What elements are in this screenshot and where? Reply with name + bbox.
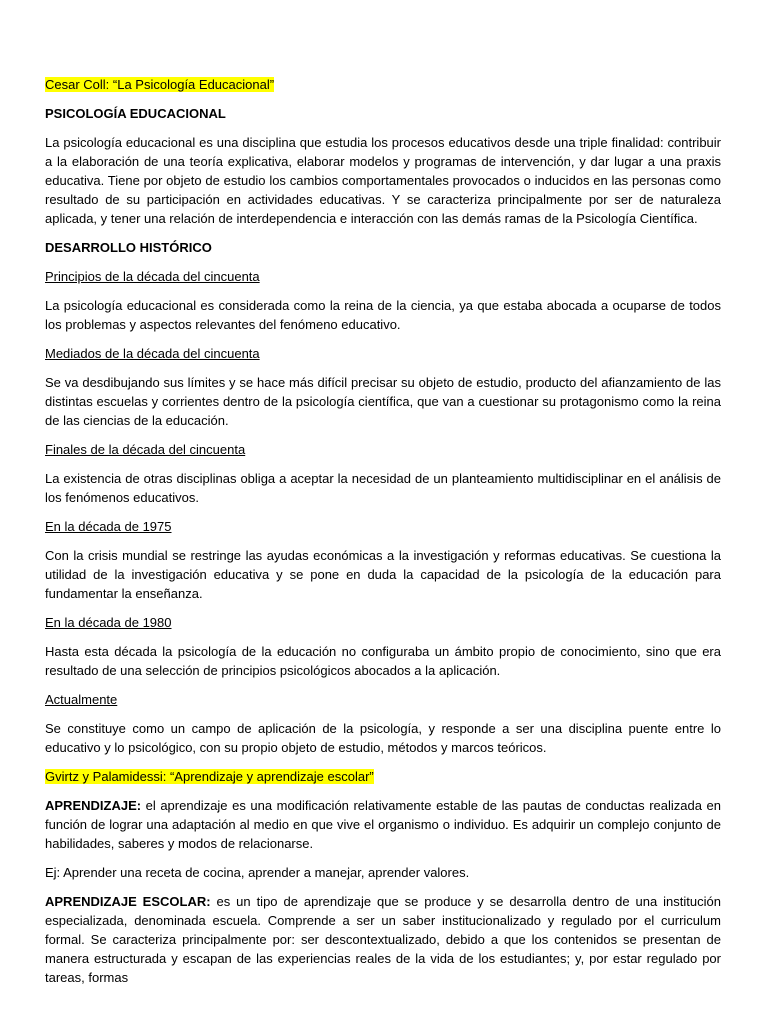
definition-aprendizaje-escolar: es un tipo de aprendizaje que se produce y se desarrolla dentro de una institución especializada, denominada escuela. Comprende a ser un saber institucionalizado y regulado por el curriculum formal. Se caracteriza principalmente por: ser descontextualizado, debido a que los contenidos se presentan de manera estructurada y escapan de las experiencias reales de la vida de los estudiantes; y, por estar regulado por tareas, formas: [45, 894, 721, 985]
paragraph-aprendizaje: [45, 796, 721, 853]
definition-aprendizaje: el aprendizaje es una modificación relativamente estable de las pautas de conductas realizada en función de lograr una adaptación al medio en que vive el organismo o individuo. Es adquirir un complejo conjunto de habilidades, saberes y modos de relacionarse.: [45, 798, 721, 851]
paragraph-1975: Con la crisis mundial se restringe las ayudas económicas a la investigación y reformas educativas. Se cuestiona la utilidad de la investigación educativa y se pone en duda la capacidad de la psicología de la educación para fundamentar la enseñanza.: [45, 548, 721, 601]
subheading-finales: Finales de la década del cincuenta: [45, 442, 246, 457]
paragraph-aprendizaje-escolar: [45, 892, 721, 987]
paragraph-ejemplo: Ej: Aprender una receta de cocina, aprender a manejar, aprender valores.: [45, 865, 470, 880]
heading-desarrollo-historico: DESARROLLO HISTÓRICO: [45, 240, 212, 255]
heading-psicologia-educacional: PSICOLOGÍA EDUCACIONAL: [45, 106, 226, 121]
highlighted-title: Cesar Coll: “La Psicología Educacional”: [45, 77, 275, 92]
paragraph-principios: La psicología educacional es considerada como la reina de la ciencia, ya que estaba abocada a ocuparse de todos los problemas y aspectos relevantes del fenómeno educativo.: [45, 298, 721, 332]
paragraph-actualmente: Se constituye como un campo de aplicación de la psicología, y responde a ser una disciplina puente entre lo educativo y lo psicológico, con su propio objeto de estudio, métodos y marcos teóricos.: [45, 721, 721, 755]
subheading-1980: En la década de 1980: [45, 615, 172, 630]
subheading-principios: Principios de la década del cincuenta: [45, 269, 260, 284]
paragraph-mediados: Se va desdibujando sus límites y se hace más difícil precisar su objeto de estudio, producto del afianzamiento de las distintas escuelas y corrientes dentro de la psicología científica, que van a cuestionar su protagonismo como la reina de las ciencias de la educación.: [45, 375, 721, 428]
subheading-mediados: Mediados de la década del cincuenta: [45, 346, 260, 361]
paragraph-psicologia: La psicología educacional es una disciplina que estudia los procesos educativos desde una triple finalidad: contribuir a la elaboración de una teoría explicativa, elaborar modelos y programas de intervención, y dar lugar a una praxis educativa. Tiene por objeto de estudio los cambios comportamentales provocados o inducidos en las personas como resultado de su participación en actividades educativas. Y se caracteriza principalmente por ser de naturaleza aplicada, y tener una relación de interdependencia e interacción con las demás ramas de la Psicología Científica.: [45, 135, 721, 226]
section-title-gvirtz: [45, 767, 721, 786]
paragraph-1980: Hasta esta década la psicología de la educación no configuraba un ámbito propio de conocimiento, sino que era resultado de una selección de principios psicológicos abocados a la aplicación.: [45, 644, 721, 678]
subheading-actualmente: Actualmente: [45, 692, 118, 707]
term-aprendizaje: APRENDIZAJE:: [45, 798, 142, 813]
section-title-coll: [45, 75, 721, 94]
subheading-1975: En la década de 1975: [45, 519, 172, 534]
term-aprendizaje-escolar: APRENDIZAJE ESCOLAR:: [45, 894, 211, 909]
highlighted-title: Gvirtz y Palamidessi: “Aprendizaje y aprendizaje escolar”: [45, 769, 374, 784]
paragraph-finales: La existencia de otras disciplinas obliga a aceptar la necesidad de un planteamiento multidisciplinar en el análisis de los fenómenos educativos.: [45, 471, 721, 505]
